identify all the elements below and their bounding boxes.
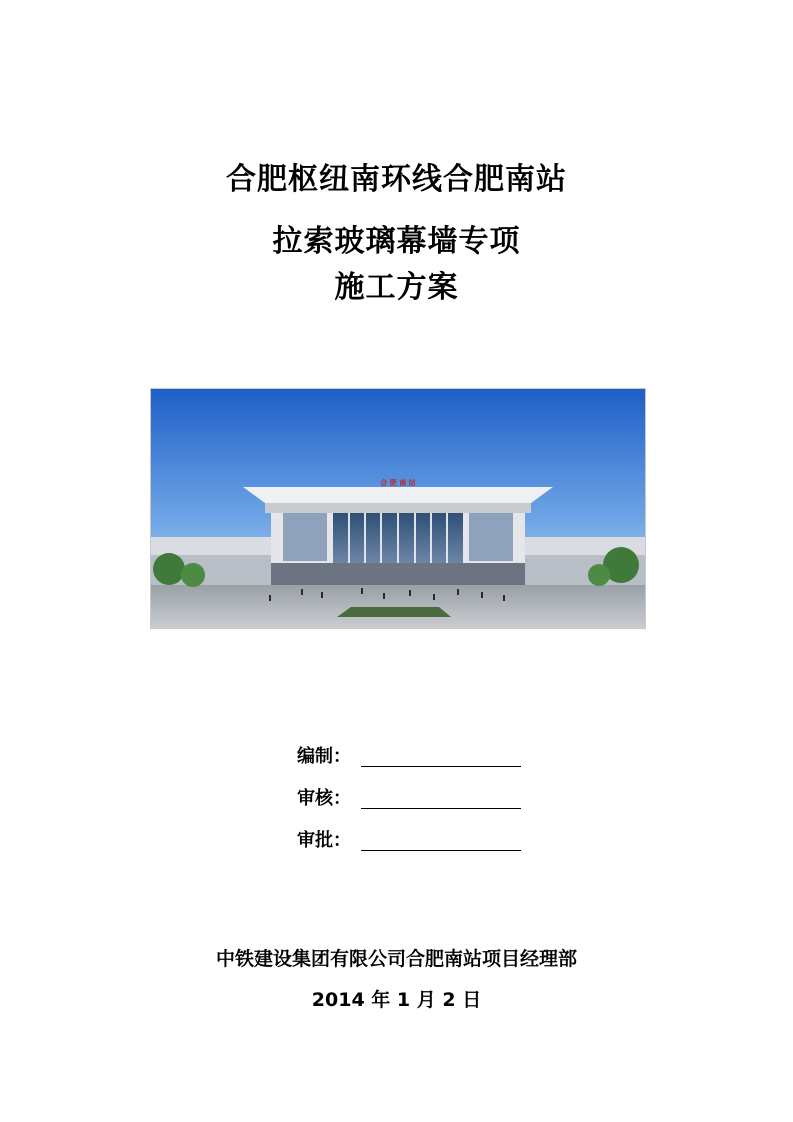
- signature-row-approved: [297, 826, 557, 856]
- signature-label: 审核：: [297, 788, 351, 809]
- signature-line: [361, 808, 521, 809]
- signature-label: 编制：: [297, 746, 351, 767]
- station-sign-text: 合 肥 南 站: [380, 479, 416, 487]
- signature-label: 审批：: [297, 830, 351, 851]
- signature-line: [361, 850, 521, 851]
- signature-row-prepared: [297, 742, 557, 772]
- station-rendering-image: [150, 388, 646, 629]
- document-date: 2014 年 1 月 2 日: [311, 989, 482, 1011]
- document-title-line-2: 拉索玻璃幕墙专项: [272, 224, 521, 259]
- signature-row-reviewed: [297, 784, 557, 814]
- document-title-line-1: 合肥枢纽南环线合肥南站: [226, 162, 567, 197]
- signature-line: [361, 766, 521, 767]
- document-title-line-3: 施工方案: [334, 270, 459, 305]
- organization-name: 中铁建设集团有限公司合肥南站项目经理部: [215, 948, 577, 970]
